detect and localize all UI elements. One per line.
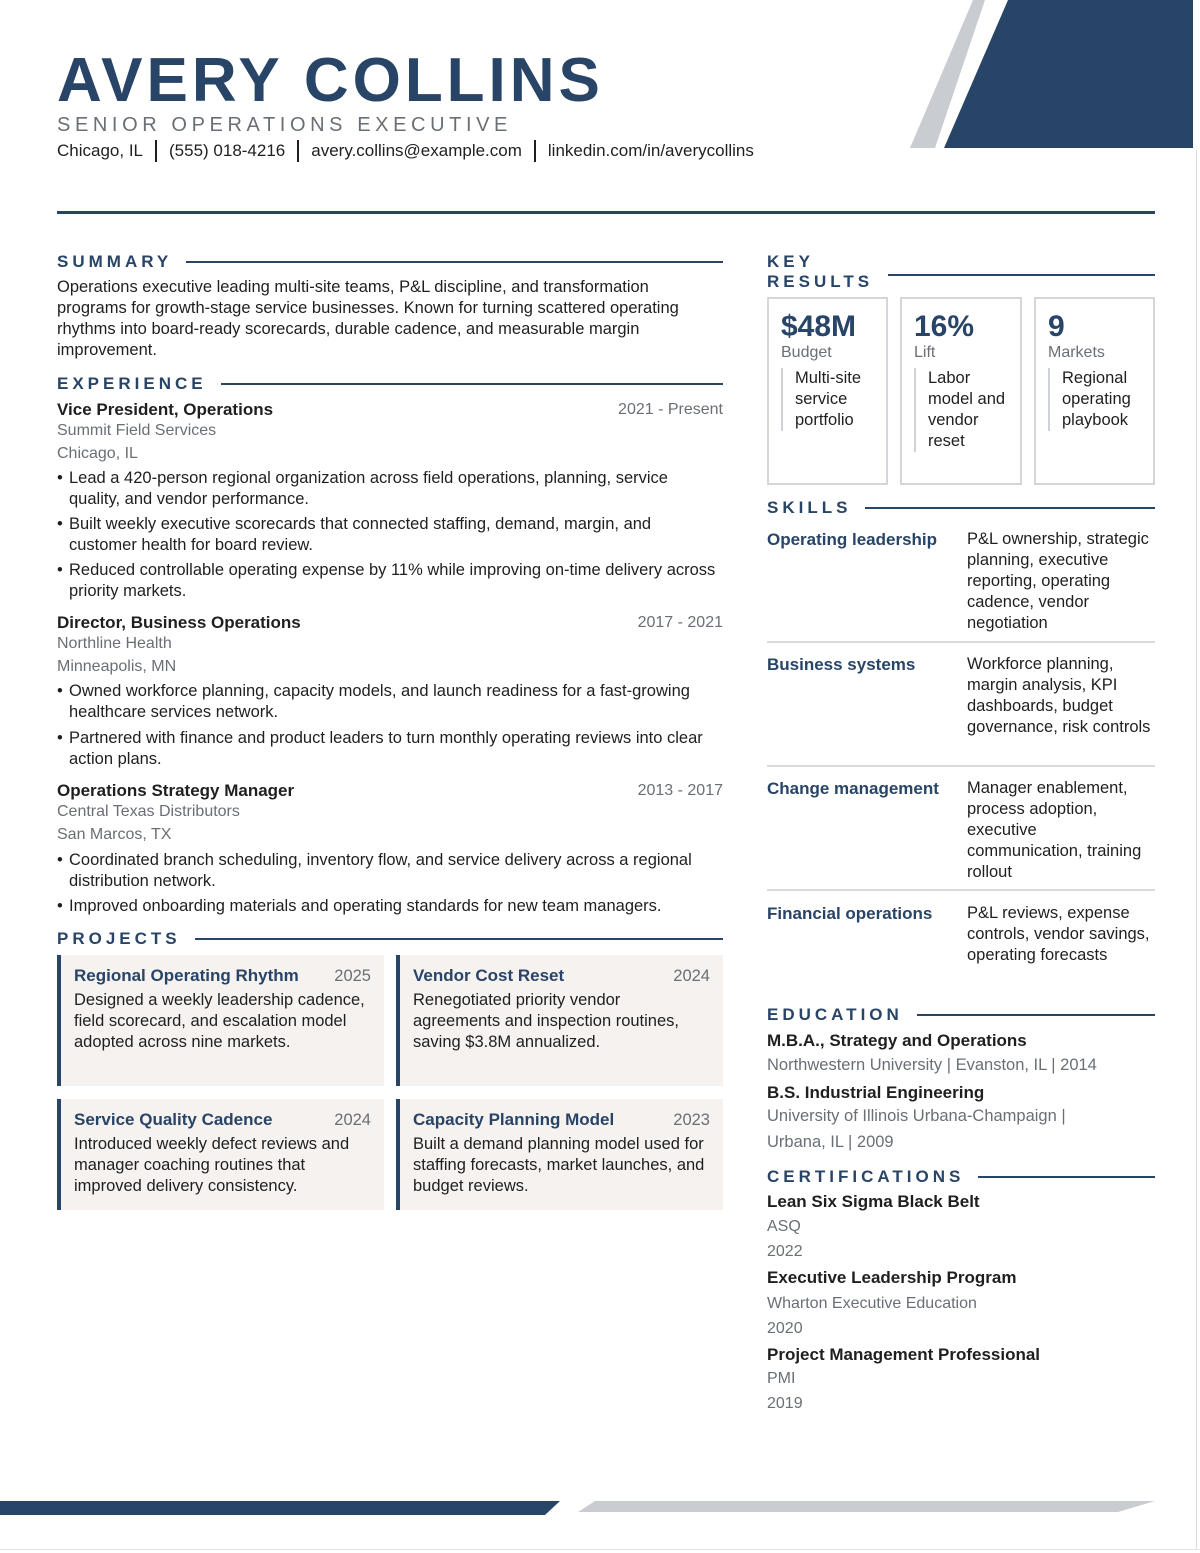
project-card-header [74,965,371,987]
job-bullet-text: Built weekly executive scorecards that connected staffing, demand, margin, and customer health for board review. [69,515,652,554]
contact-divider [534,140,536,162]
section-rule [221,383,723,385]
job-dates: 2017 - 2021 [637,614,723,631]
key-result-card [900,297,1022,485]
certification-year: 2020 [767,1320,803,1337]
project-year: 2024 [673,967,710,985]
project-card [396,955,723,1086]
education-degree: B.S. Industrial Engineering [767,1083,985,1102]
contact-divider [155,140,157,162]
skill-row [767,654,1155,767]
job-company: Central Texas Distributors [57,803,240,820]
certification-name: Lean Six Sigma Black Belt [767,1192,980,1211]
certifications-heading-text: CERTIFICATIONS [767,1167,965,1186]
contact-divider [297,140,299,162]
bullet-dot: • [57,469,63,487]
bullet-dot: • [57,561,63,579]
certification-name: Executive Leadership Program [767,1268,1017,1287]
project-year: 2025 [334,967,371,985]
section-rule [917,1014,1155,1016]
certification-issuer: PMI [767,1370,796,1387]
skill-items: P&L ownership, strategic planning, executive reporting, operating cadence, vendor negotiation [967,530,1149,632]
projects-heading-text: PROJECTS [57,929,181,948]
job-title: Vice President, Operations [57,400,274,419]
skill-row [767,903,1155,993]
job-bullet-text: Lead a 420-person regional organization across field operations, planning, service quality, and vendor performance. [69,469,668,508]
bullet-dot: • [57,682,63,700]
project-year: 2023 [673,1111,710,1129]
key-result-value: 9 [1048,310,1065,343]
certification-year: 2022 [767,1243,803,1260]
project-title: Regional Operating Rhythm [74,966,299,985]
project-description: Renegotiated priority vendor agreements and inspection routines, saving $3.8M annualized. [413,991,679,1051]
job-location: San Marcos, TX [57,826,172,843]
project-card-header [74,1109,371,1131]
job-bullet [57,468,723,510]
page-edge-line [1196,150,1197,1550]
project-card [57,1099,384,1210]
job-bullet-text: Coordinated branch scheduling, inventory flow, and service delivery across a regional distribution network. [69,851,692,890]
job-dates: 2021 - Present [618,401,723,418]
certifications-heading [767,1167,1155,1187]
project-card-header [413,1109,710,1131]
key-results-heading [767,252,873,292]
job-company: Northline Health [57,635,172,652]
education-degree: M.B.A., Strategy and Operations [767,1031,1027,1050]
key-result-card [767,297,888,485]
bullet-dot: • [57,897,63,915]
project-title: Vendor Cost Reset [413,966,565,985]
job-title: Director, Business Operations [57,613,301,632]
education-heading [767,1005,1155,1025]
job-bullet [57,681,723,723]
header-decoration [910,0,1200,150]
job-bullet-text: Partnered with finance and product leaders to turn monthly operating reviews into clear action plans. [69,729,703,768]
skill-category: Financial operations [767,904,933,923]
job-bullet [57,514,723,556]
certification-name: Project Management Professional [767,1345,1041,1364]
section-rule [978,1176,1155,1178]
header-divider [57,211,1155,214]
skill-row [767,529,1155,643]
job-bullet-text: Owned workforce planning, capacity models, and launch readiness for a fast-growing healthcare services network. [69,682,690,721]
project-card-header [413,965,710,987]
key-result-description: Multi-site service portfolio [781,368,874,431]
skill-category: Operating leadership [767,530,938,549]
section-rule [195,938,723,940]
certification-year: 2019 [767,1395,803,1412]
project-description: Built a demand planning model used for staffing forecasts, market launches, and budget reviews. [413,1135,705,1195]
bullet-dot: • [57,729,63,747]
education-school: Northwestern University | Evanston, IL | 2014 [767,1056,1097,1074]
certification-issuer: ASQ [767,1218,801,1235]
job-bullet [57,728,723,770]
project-card [396,1099,723,1210]
job-title: Operations Strategy Manager [57,781,295,800]
skill-category: Business systems [767,655,916,674]
project-year: 2024 [334,1111,371,1129]
page-bottom-line [0,1549,1200,1550]
skill-row [767,778,1155,891]
skill-items: Manager enablement, process adoption, executive communication, training rollout [967,779,1142,881]
key-results-heading-line2: RESULTS [767,272,874,291]
contact-phone[interactable]: (555) 018-4216 [169,141,286,160]
summary-heading [57,252,723,272]
job-bullet-text: Reduced controllable operating expense by 11% while improving on-time delivery across priority markets. [69,561,716,600]
candidate-headline: SENIOR OPERATIONS EXECUTIVE [57,114,513,136]
project-title: Capacity Planning Model [413,1110,615,1129]
project-description: Designed a weekly leadership cadence, field scorecard, and escalation model adopted across nine markets. [74,991,365,1051]
key-result-label: Markets [1048,344,1105,361]
job-bullet [57,560,723,602]
job-bullet [57,896,737,917]
key-results-heading-line1: KEY [767,252,814,271]
skills-heading [767,498,1155,518]
key-result-label: Lift [914,344,936,361]
skills-heading-text: SKILLS [767,498,852,517]
skill-category: Change management [767,779,939,798]
project-description: Introduced weekly defect reviews and manager coaching routines that improved delivery consistency. [74,1135,350,1195]
certification-issuer: Wharton Executive Education [767,1295,977,1312]
experience-heading-text: EXPERIENCE [57,374,207,393]
summary-text: Operations executive leading multi-site teams, P&L discipline, and transformation programs for growth-stage service businesses. Known for turning scattered operating rhythms into board-ready scorecards, durable cadence, and measurable margin improvement. [57,278,679,359]
section-rule [186,261,723,263]
bullet-dot: • [57,515,63,533]
skill-items: Workforce planning, margin analysis, KPI dashboards, budget governance, risk controls [967,655,1151,736]
key-result-value: $48M [781,310,857,343]
footer-decoration [0,1498,1200,1518]
job-location: Chicago, IL [57,445,138,462]
key-result-description: Labor model and vendor reset [914,368,1008,452]
job-location: Minneapolis, MN [57,658,177,675]
education-heading-text: EDUCATION [767,1005,903,1024]
key-result-value: 16% [914,310,975,343]
summary-heading-text: SUMMARY [57,252,173,271]
contact-email[interactable]: avery.collins@example.com [311,141,522,160]
bullet-dot: • [57,851,63,869]
key-result-label: Budget [781,344,832,361]
experience-heading [57,374,723,394]
job-bullet-text: Improved onboarding materials and operating standards for new team managers. [69,897,662,915]
skill-items: P&L reviews, expense controls, vendor savings, operating forecasts [967,904,1150,964]
job-bullet [57,850,723,892]
contact-bar [57,140,754,162]
key-result-card [1034,297,1155,485]
contact-location: Chicago, IL [57,141,143,160]
job-company: Summit Field Services [57,422,217,439]
job-dates: 2013 - 2017 [637,782,723,799]
education-school: University of Illinois Urbana-Champaign | Urbana, IL | 2009 [767,1107,1066,1151]
key-result-description: Regional operating playbook [1048,368,1141,431]
contact-linkedin[interactable]: linkedin.com/in/averycollins [547,141,754,160]
projects-heading [57,929,723,949]
project-title: Service Quality Cadence [74,1110,273,1129]
candidate-name: AVERY COLLINS [57,46,604,115]
section-rule [865,507,1155,509]
project-card [57,955,384,1086]
section-rule [888,274,1155,276]
